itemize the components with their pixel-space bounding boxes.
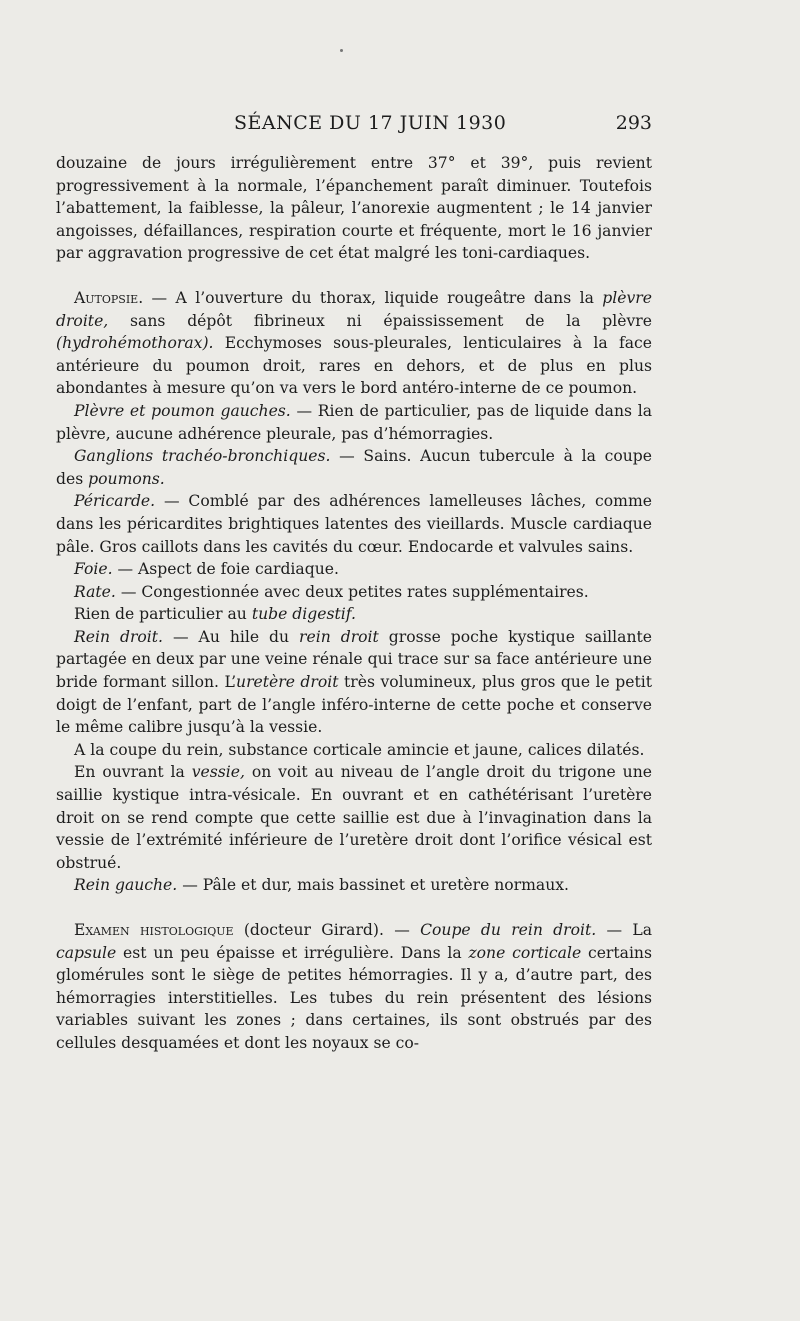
page-number: 293 — [615, 112, 652, 134]
paragraph-ganglions: Ganglions trachéo-bronchiques. — Sains. Aucun tubercule à la coupe des poumons. — [56, 447, 652, 488]
running-title: SÉANCE DU 17 JUIN 1930 — [234, 112, 507, 134]
paragraph-rein-gauche: Rein gauche. — Pâle et dur, mais bassinet et uretère normaux. — [74, 876, 570, 895]
paragraph-autopsie: Autopsie. — A l’ouverture du thorax, liquide rougeâtre dans la plèvre droite, sans dépôt fibrineux ni épaississement de la plèvre (hydrohémothorax). Ecchymoses sous-pleurales, lenticulaires à la face antérieure du poumon droit, rares en dehors, et de plus en plus abondantes à mesure qu’on va vers le bord antéro-interne de ce poumon. — [56, 288, 652, 398]
paragraph-coupe: A la coupe du rein, substance corticale amincie et jaune, calices dilatés. — [74, 740, 645, 759]
speck — [340, 49, 343, 52]
paragraph-examen: Examen histologique (docteur Girard). — Coupe du rein droit. — La capsule est un peu épaisse et irrégulière. Dans la zone corticale certains glomérules sont le siège de petites hémorragies. Il y a, d’autre part, des hémorragies interstitielles. Les tubes du rein présentent des lésions variables suivant les zones ; dans certaines, ils sont obstrués par des cellules desquamées et dont les noyaux se co- — [56, 921, 652, 1052]
body-text — [56, 152, 652, 1055]
paragraph-continuation: douzaine de jours irrégulièrement entre 37° et 39°, puis revient progressivement à la normale, l’épanchement paraît diminuer. Toutefois l’abattement, la faiblesse, la pâleur, l’anorexie augmentent ; le 14 janvier angoisses, défaillances, respiration courte et fréquente, mort le 16 janvier par aggravation progressive de cet état malgré les toni-cardiaques. — [56, 154, 652, 263]
paragraph-rein-droit: Rein droit. — Au hile du rein droit grosse poche kystique saillante partagée en deux par une veine rénale qui trace sur sa face antérieure une bride formant sillon. L’uretère droit très volumineux, plus gros que le petit doigt de l’enfant, part de l’angle inféro-interne de cette poche et conserve le même calibre jusqu’à la vessie. — [56, 627, 652, 737]
paragraph-plevre: Plèvre et poumon gauches. — Rien de particulier, pas de liquide dans la plèvre, aucune adhérence pleurale, pas d’hémorragies. — [56, 401, 652, 443]
examen-label: Examen histologique — [74, 921, 234, 939]
running-header — [56, 112, 652, 142]
paragraph-foie: Foie. — Aspect de foie cardiaque. — [74, 560, 339, 579]
paragraph-rate: Rate. — Congestionnée avec deux petites rates supplémentaires. — [74, 582, 589, 601]
paragraph-pericarde: Péricarde. — Comblé par des adhérences lamelleuses lâches, comme dans les péricardites brightiques latentes des vieillards. Muscle cardiaque pâle. Gros caillots dans les cavités du cœur. Endocarde et valvules sains. — [56, 492, 652, 556]
paragraph-vessie: En ouvrant la vessie, on voit au niveau de l’angle droit du trigone une saillie kystique intra-vésicale. En ouvrant et en cathétérisant l’uretère droit on se rend compte que cette saillie est due à l’invagination dans la vessie de l’extrémité inférieure de l’uretère droit dont l’orifice vésical est obstrué. — [56, 763, 652, 872]
autopsie-label: Autopsie. — [74, 288, 144, 307]
paragraph-tube-digestif: Rien de particulier au tube digestif. — [74, 605, 356, 624]
